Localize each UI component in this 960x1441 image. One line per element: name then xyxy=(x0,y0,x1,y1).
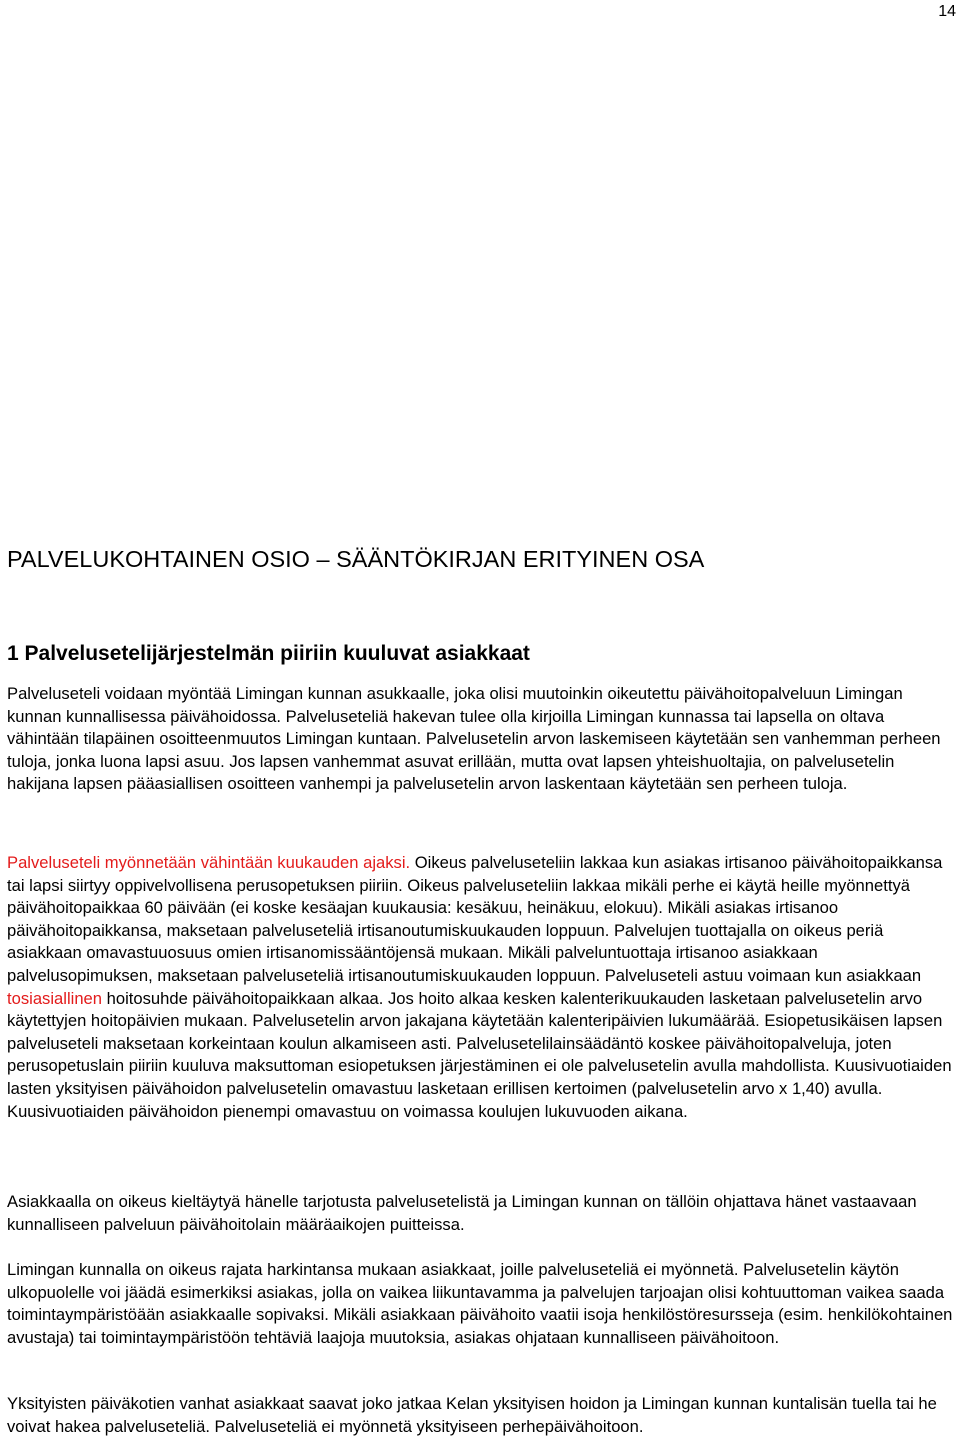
page-number: 14 xyxy=(938,3,956,20)
paragraph-existing-clients: Yksityisten päiväkotien vanhat asiakkaat saavat joko jatkaa Kelan yksityisen hoidon ja Limingan kunnan kuntalisän tuella tai he voivat hakea palveluseteliä. Palveluseteliä ei myönnetä yksityiseen perhepäivähoitoon. xyxy=(7,1394,937,1436)
highlighted-word: tosiasiallinen xyxy=(7,988,103,1008)
paragraph-validity xyxy=(7,852,953,1123)
section-heading: 1 Palvelusetelijärjestelmän piiriin kuuluvat asiakkaat xyxy=(7,642,530,665)
document-title: PALVELUKOHTAINEN OSIO – SÄÄNTÖKIRJAN ERITYINEN OSA xyxy=(7,546,705,572)
paragraph-text-part-b: hoitosuhde päivähoitopaikkaan alkaa. Jos hoito alkaa kesken kalenterikuukauden lasketaan palvelusetelin arvo käytettyjen hoitopäivien mukaan. Palvelusetelin arvon jakajana käytetään kalenteripäivien lukumäärää. Esiopetusikäisen lapsen palveluseteli maksetaan korkeintaan koulun alkamiseen asti. Palvelusetelilainsäädäntö koskee päivähoitopalveluja, joten perusopetuslain piiriin kuuluva maksuttoman esiopetuksen järjestäminen ei ole palvelusetelin avulla mahdollista. Kuusivuotiaiden lasten yksityisen päivähoidon palvelusetelin omavastuu lasketaan erillisen kertoimen (palvelusetelin arvo x 1,40) avulla. Kuusivuotiaiden päivähoidon pienempi omavastuu on voimassa koulujen lukuvuoden aikana. xyxy=(7,988,952,1121)
paragraph-eligibility: Palveluseteli voidaan myöntää Limingan kunnan asukkaalle, joka olisi muutoinkin oikeutettu päivähoitopalveluun Limingan kunnan kunnallisessa päivähoidossa. Palveluseteliä hakevan tulee olla kirjoilla Limingan kunnassa tai lapsella on oltava vähintään tilapäinen osoitteenmuutos Limingan kuntaan. Palvelusetelin arvon laskemiseen käytetään sen vanhemman perheen tuloja, jonka luona lapsi asuu. Jos lapsen vanhemmat asuvat erillään, mutta ovat lapsen yhteishuoltajia, on palvelusetelin hakijana lapsen pääasiallisen osoitteen vanhempi ja palvelusetelin arvon laskentaan käytetään sen perheen tuloja. xyxy=(7,684,941,794)
paragraph-text-part-a: Oikeus palveluseteliin lakkaa kun asiakas irtisanoo päivähoitopaikkansa tai lapsi siirtyy oppivelvollisena perusopetuksen piiriin. Oikeus palveluseteliin lakkaa mikäli perhe ei käytä heille myönnettyä päivähoitopaikkaa 60 päivään (ei koske kesäajan kuukausia: kesäkuu, heinäkuu, elokuu). Mikäli asiakas irtisanoo päivähoitopaikkansa, maksetaan palveluseteliä irtisanoutumiskuukauden loppuun. Palvelujen tuottajalla on oikeus periä asiakkaan omavastuuosuus omien irtisanomissääntöjensä mukaan. Mikäli palveluntuottaja irtisanoo asiakkaan palvelusopimuksen, maksetaan palveluseteliä irtisanoutumiskuukauden loppuun. Palveluseteli astuu voimaan kun asiakkaan xyxy=(7,853,943,985)
paragraph-refusal: Asiakkaalla on oikeus kieltäytyä hänelle tarjotusta palvelusetelistä ja Limingan kunnan on tällöin ohjattava hänet vastaavaan kunnalliseen palveluun päivähoitolain määräaikojen puitteissa. xyxy=(7,1192,917,1234)
paragraph-restrictions: Limingan kunnalla on oikeus rajata harkintansa mukaan asiakkaat, joille palveluseteliä ei myönnetä. Palvelusetelin käytön ulkopuolelle voi jäädä esimerkiksi asiakas, jolla on vaikea liikuntavamma ja palvelujen tarjoajan olisi kohtuuttoman vaikea saada toimintaympäristöään asiakkaalle sopivaksi. Mikäli asiakkaan päivähoito vaatii isoja henkilöstöresursseja (esim. henkilökohtainen avustaja) tai toimintaympäristöön tehtäviä laajoja muutoksia, asiakas ohjataan kunnalliseen päivähoitoon. xyxy=(7,1260,953,1347)
highlighted-lead-sentence: Palveluseteli myönnetään vähintään kuukauden ajaksi. xyxy=(7,853,411,872)
